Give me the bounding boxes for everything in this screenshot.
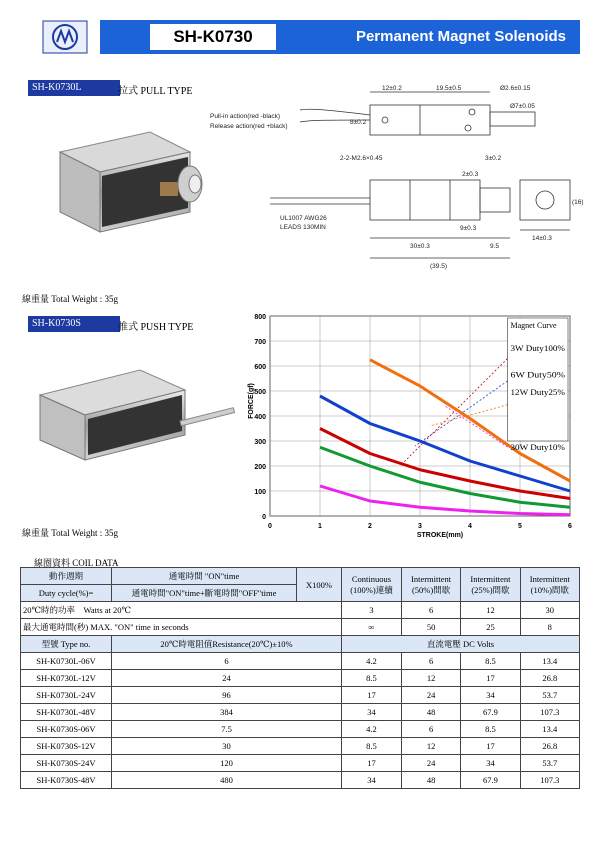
duty-cycle-label: Duty cycle(%)= xyxy=(21,585,112,602)
x-tick-label: 1 xyxy=(318,523,322,530)
y-tick-label: 800 xyxy=(254,314,266,321)
resistance-cell: 7.5 xyxy=(112,721,342,738)
force-stroke-chart xyxy=(240,308,585,548)
maxon-100: ∞ xyxy=(342,619,402,636)
voltage-cell: 67.9 xyxy=(461,772,520,789)
resistance-cell: 480 xyxy=(112,772,342,789)
voltage-cell: 8.5 xyxy=(342,670,402,687)
voltage-cell: 4.2 xyxy=(342,721,402,738)
voltage-cell: 34 xyxy=(461,755,520,772)
voltage-cell: 8.5 xyxy=(461,721,520,738)
dim-12: 12±0.2 xyxy=(382,85,402,92)
push-solenoid-photo xyxy=(30,355,240,475)
pull-section-tag: SH-K0730L xyxy=(28,80,120,96)
dim-9: 9±0.3 xyxy=(460,225,477,232)
chart-legend xyxy=(508,318,569,452)
x-tick-label: 2 xyxy=(368,523,372,530)
voltage-cell: 24 xyxy=(401,687,460,704)
lead-length: LEADS 130MIN xyxy=(280,224,326,231)
coil-data-title: 線圈資料 COIL DATA xyxy=(34,558,119,568)
table-row xyxy=(21,670,580,687)
voltage-cell: 34 xyxy=(342,772,402,789)
resistance-cell: 24 xyxy=(112,670,342,687)
power-100: 3 xyxy=(342,602,402,619)
maxon-10: 8 xyxy=(520,619,579,636)
voltage-cell: 26.8 xyxy=(520,738,579,755)
pull-type-label: 拉式 PULL TYPE xyxy=(118,86,193,97)
resistance-header: 20℃時電阻值Resistance(20℃)±10% xyxy=(112,636,342,653)
y-tick-label: 600 xyxy=(254,364,266,371)
voltage-cell: 8.5 xyxy=(342,738,402,755)
power-10: 30 xyxy=(520,602,579,619)
x-tick-label: 6 xyxy=(568,523,572,530)
x-tick-label: 4 xyxy=(468,523,472,530)
table-row xyxy=(21,687,580,704)
voltage-cell: 53.7 xyxy=(520,755,579,772)
dim-16: (16) xyxy=(572,199,584,206)
dim-2: 2±0.3 xyxy=(462,171,479,178)
voltage-cell: 6 xyxy=(401,653,460,670)
type-cell: SH-K0730S-24V xyxy=(21,755,112,772)
type-cell: SH-K0730L-48V xyxy=(21,704,112,721)
y-axis-label: FORCE(gf) xyxy=(248,383,255,419)
push-type-label: 推式 PUSH TYPE xyxy=(118,322,194,333)
table-row xyxy=(21,721,580,738)
voltage-cell: 6 xyxy=(401,721,460,738)
type-cell: SH-K0730L-06V xyxy=(21,653,112,670)
dim-m2-6: 2-2-M2.6×0.45 xyxy=(340,155,383,162)
voltage-cell: 26.8 xyxy=(520,670,579,687)
voltage-cell: 48 xyxy=(401,772,460,789)
table-row xyxy=(21,738,580,755)
resistance-cell: 96 xyxy=(112,687,342,704)
y-tick-label: 500 xyxy=(254,389,266,396)
dim-9-5: 9.5 xyxy=(490,243,500,250)
resistance-cell: 384 xyxy=(112,704,342,721)
dim-8: 8±0.2 xyxy=(350,119,367,126)
col-int50: Intermittent (50%)間歇 xyxy=(401,568,460,602)
push-weight: 線重量 Total Weight : 35g xyxy=(22,528,118,538)
on-time-label: 通電時間 "ON"time xyxy=(112,568,297,585)
col-continuous: Continuous (100%)連續 xyxy=(342,568,402,602)
y-tick-label: 700 xyxy=(254,339,266,346)
voltage-cell: 17 xyxy=(342,687,402,704)
voltage-cell: 4.2 xyxy=(342,653,402,670)
legend-title: Magnet Curve xyxy=(510,321,557,330)
push-section-tag: SH-K0730S xyxy=(28,316,120,332)
voltage-cell: 12 xyxy=(401,670,460,687)
y-tick-label: 100 xyxy=(254,489,266,496)
type-cell: SH-K0730S-12V xyxy=(21,738,112,755)
voltage-cell: 13.4 xyxy=(520,721,579,738)
type-cell: SH-K0730L-12V xyxy=(21,670,112,687)
voltage-cell: 12 xyxy=(401,738,460,755)
dimension-drawing xyxy=(210,80,590,270)
company-logo xyxy=(40,20,90,54)
release-note: Release action(red +black) xyxy=(210,123,288,130)
x-axis-label: STROKE(mm) xyxy=(416,532,464,539)
voltage-cell: 24 xyxy=(401,755,460,772)
voltage-cell: 107.3 xyxy=(520,772,579,789)
voltage-cell: 17 xyxy=(461,670,520,687)
duty-label: 動作週期 xyxy=(21,568,112,585)
table-row xyxy=(21,704,580,721)
table-row xyxy=(21,772,580,789)
resistance-cell: 30 xyxy=(112,738,342,755)
pull-solenoid-photo xyxy=(40,112,210,252)
pull-weight: 線重量 Total Weight : 35g xyxy=(22,294,118,304)
voltage-cell: 107.3 xyxy=(520,704,579,721)
x100-label: X100% xyxy=(297,568,342,602)
legend-entry: 3W Duty100% xyxy=(510,344,566,353)
type-cell: SH-K0730S-06V xyxy=(21,721,112,738)
table-row xyxy=(21,755,580,772)
table-row xyxy=(21,653,580,670)
product-title: Permanent Magnet Solenoids xyxy=(355,28,566,45)
y-tick-label: 0 xyxy=(262,514,266,521)
duty-formula: 通電時間"ON"time+斷電時間"OFF"time xyxy=(112,585,297,602)
power-row-label: 20℃時的功率 Watts at 20℃ xyxy=(21,602,342,619)
x-tick-label: 0 xyxy=(268,523,272,530)
x-tick-label: 3 xyxy=(418,523,422,530)
voltage-cell: 34 xyxy=(461,687,520,704)
legend-entry: 12W Duty25% xyxy=(510,388,566,397)
x-tick-label: 5 xyxy=(518,523,522,530)
voltage-cell: 17 xyxy=(342,755,402,772)
dim-d2-6: Ø2.6±0.15 xyxy=(500,85,531,92)
type-header: 型號 Type no. xyxy=(21,636,112,653)
max-on-label: 最大通電時間(秒) MAX. "ON" time in seconds xyxy=(21,619,342,636)
dim-14: 14±0.3 xyxy=(532,235,552,242)
dim-19-5: 19.5±0.5 xyxy=(436,85,462,92)
resistance-cell: 6 xyxy=(112,653,342,670)
resistance-cell: 120 xyxy=(112,755,342,772)
coil-data-table xyxy=(20,567,580,789)
voltage-cell: 48 xyxy=(401,704,460,721)
dc-volts-header: 直流電壓 DC Volts xyxy=(342,636,580,653)
voltage-cell: 34 xyxy=(342,704,402,721)
maxon-25: 25 xyxy=(461,619,520,636)
power-50: 6 xyxy=(401,602,460,619)
dim-d7: Ø7±0.05 xyxy=(510,103,535,110)
y-tick-label: 200 xyxy=(254,464,266,471)
voltage-cell: 53.7 xyxy=(520,687,579,704)
dim-39-5: (39.5) xyxy=(430,263,447,270)
dim-30: 30±0.3 xyxy=(410,243,430,250)
voltage-cell: 17 xyxy=(461,738,520,755)
pull-in-note: Pull-in action(red -black) xyxy=(210,113,281,120)
dim-3: 3±0.2 xyxy=(485,155,502,162)
type-cell: SH-K0730L-24V xyxy=(21,687,112,704)
y-tick-label: 300 xyxy=(254,439,266,446)
type-cell: SH-K0730S-48V xyxy=(21,772,112,789)
legend-entry: 6W Duty50% xyxy=(510,370,566,380)
legend-entry: 30W Duty10% xyxy=(510,443,566,452)
col-int25: Intermittent (25%)間歇 xyxy=(461,568,520,602)
voltage-cell: 13.4 xyxy=(520,653,579,670)
lead-spec: UL1007 AWG26 xyxy=(280,215,327,222)
col-int10: Intermittent (10%)間歇 xyxy=(520,568,579,602)
model-number: SH-K0730 xyxy=(150,24,276,50)
maxon-50: 50 xyxy=(401,619,460,636)
y-tick-label: 400 xyxy=(254,414,266,421)
power-25: 12 xyxy=(461,602,520,619)
voltage-cell: 8.5 xyxy=(461,653,520,670)
legend-box xyxy=(508,318,569,441)
voltage-cell: 67.9 xyxy=(461,704,520,721)
